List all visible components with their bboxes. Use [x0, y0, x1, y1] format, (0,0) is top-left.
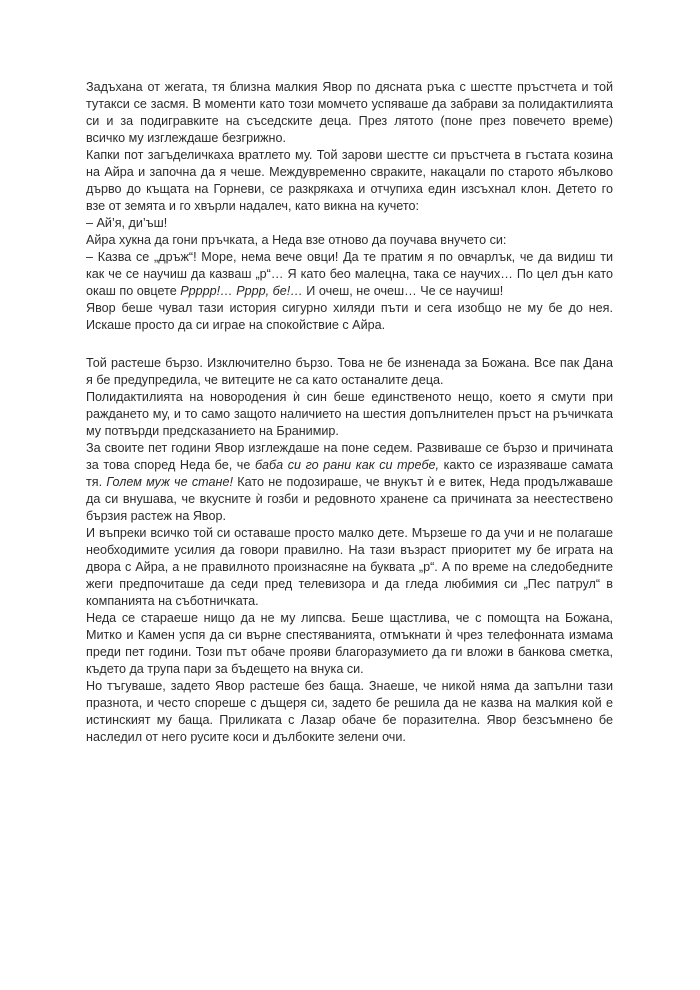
paragraph: Капки пот загъделичкаха вратлето му. Той зарови шестте си пръстчета в гъстата козина на Айра и започна да я чеше. Междувременно свраките, накацали по старото ябълково дърво до къщата на Горневи, се разкрякаха и отчупиха един изсъхнал клон. Детето го взе от земята и го хвърли надалеч, като викна на кучето: [86, 148, 613, 213]
paragraph: И въпреки всичко той си оставаше просто малко дете. Мързеше го да учи и не полагаше необходимите усилия да говори правилно. На тази възраст приоритет му бе играта на двора с Айра, а не правилното произнасяне на буквата „р“. А по време на следобедните жеги предпочиташе да седи пред телевизора и да гледа любимия си „Пес патрул“ в компанията на съботничката. [86, 526, 613, 608]
paragraph: Той растеше бързо. Изключително бързо. Това не бе изненада за Божана. Все пак Дана я бе предупредила, че витеците не са като останалите деца. [86, 356, 613, 387]
text-run: За своите пет години Явор изглеждаше на поне седем. Развиваше се бързо и причината за това според Неда бе, че [86, 441, 613, 472]
paragraph [86, 440, 613, 525]
paragraph: Но тъгуваше, задето Явор растеше без баща. Знаеше, че никой няма да запълни тази празнота, и често спореше с дъщеря си, задето бе решила да не казва на малкия кой е истинският му баща. Приликата с Лазар обаче бе поразителна. Явор безсъмнено бе наследил от него русите коси и дълбоките зелени очи. [86, 679, 613, 744]
paragraph: Айра хукна да гони пръчката, а Неда взе отново да поучава внучето си: [86, 233, 507, 247]
italic-text: Ррррр!… Рррр, бе!… [180, 284, 303, 298]
text-run: както се изразяваше самата тя. [86, 458, 613, 489]
dialogue-line: – Ай’я, ди’ъш! [86, 216, 168, 230]
text-section-1 [86, 79, 613, 334]
paragraph: Полидактилията на новородения ѝ син беше единственото нещо, което я смути при раждането му, и то само защото наличието на шестия допълнителен пръст на ръчичката му потвърди предсказанието на Бранимир. [86, 390, 613, 438]
text-run: Като не подозираше, че внукът ѝ е витек, Неда продължаваше да си внушава, че вкусните ѝ гозби и редовното хранене са причината за неестествено бързия растеж на Явор. [86, 475, 613, 523]
italic-text: Голем муж че стане! [106, 475, 233, 489]
paragraph: Неда се стараеше нищо да не му липсва. Беше щастлива, че с помощта на Божана, Митко и Камен успя да си върне спестяванията, отмъкнати ѝ чрез телефонната измама преди пет години. Този път обаче прояви благоразумието да ги вложи в банкова сметка, където да трупа пари за бъдещето на внука си. [86, 611, 613, 676]
paragraph: Задъхана от жегата, тя близна малкия Явор по дясната ръка с шестте пръстчета и той тутакси се засмя. В моменти като този момчето успяваше да забрави за полидактилията си и за подигравките на съседските деца. През лятото (поне през повечето време) всичко му изглеждаше безгрижно. [86, 80, 613, 145]
paragraph: Явор беше чувал тази история сигурно хиляди пъти и сега изобщо не му бе до нея. Искаше просто да си играе на спокойствие с Айра. [86, 301, 613, 332]
text-run: И очеш, не очеш… Че се научиш! [302, 284, 504, 298]
text-section-2 [86, 355, 613, 746]
text-run: – Казва се „дръж“! Море, нема вече овци! Да те пратим я по овчарлък, че да видиш ти как че се научиш да казваш „р“… Я като бео малецна, така се научих… По цел дън като окаш по овцете [86, 250, 613, 298]
dialogue-line [86, 249, 613, 300]
italic-text: баба си го рани как си требе, [254, 458, 440, 472]
